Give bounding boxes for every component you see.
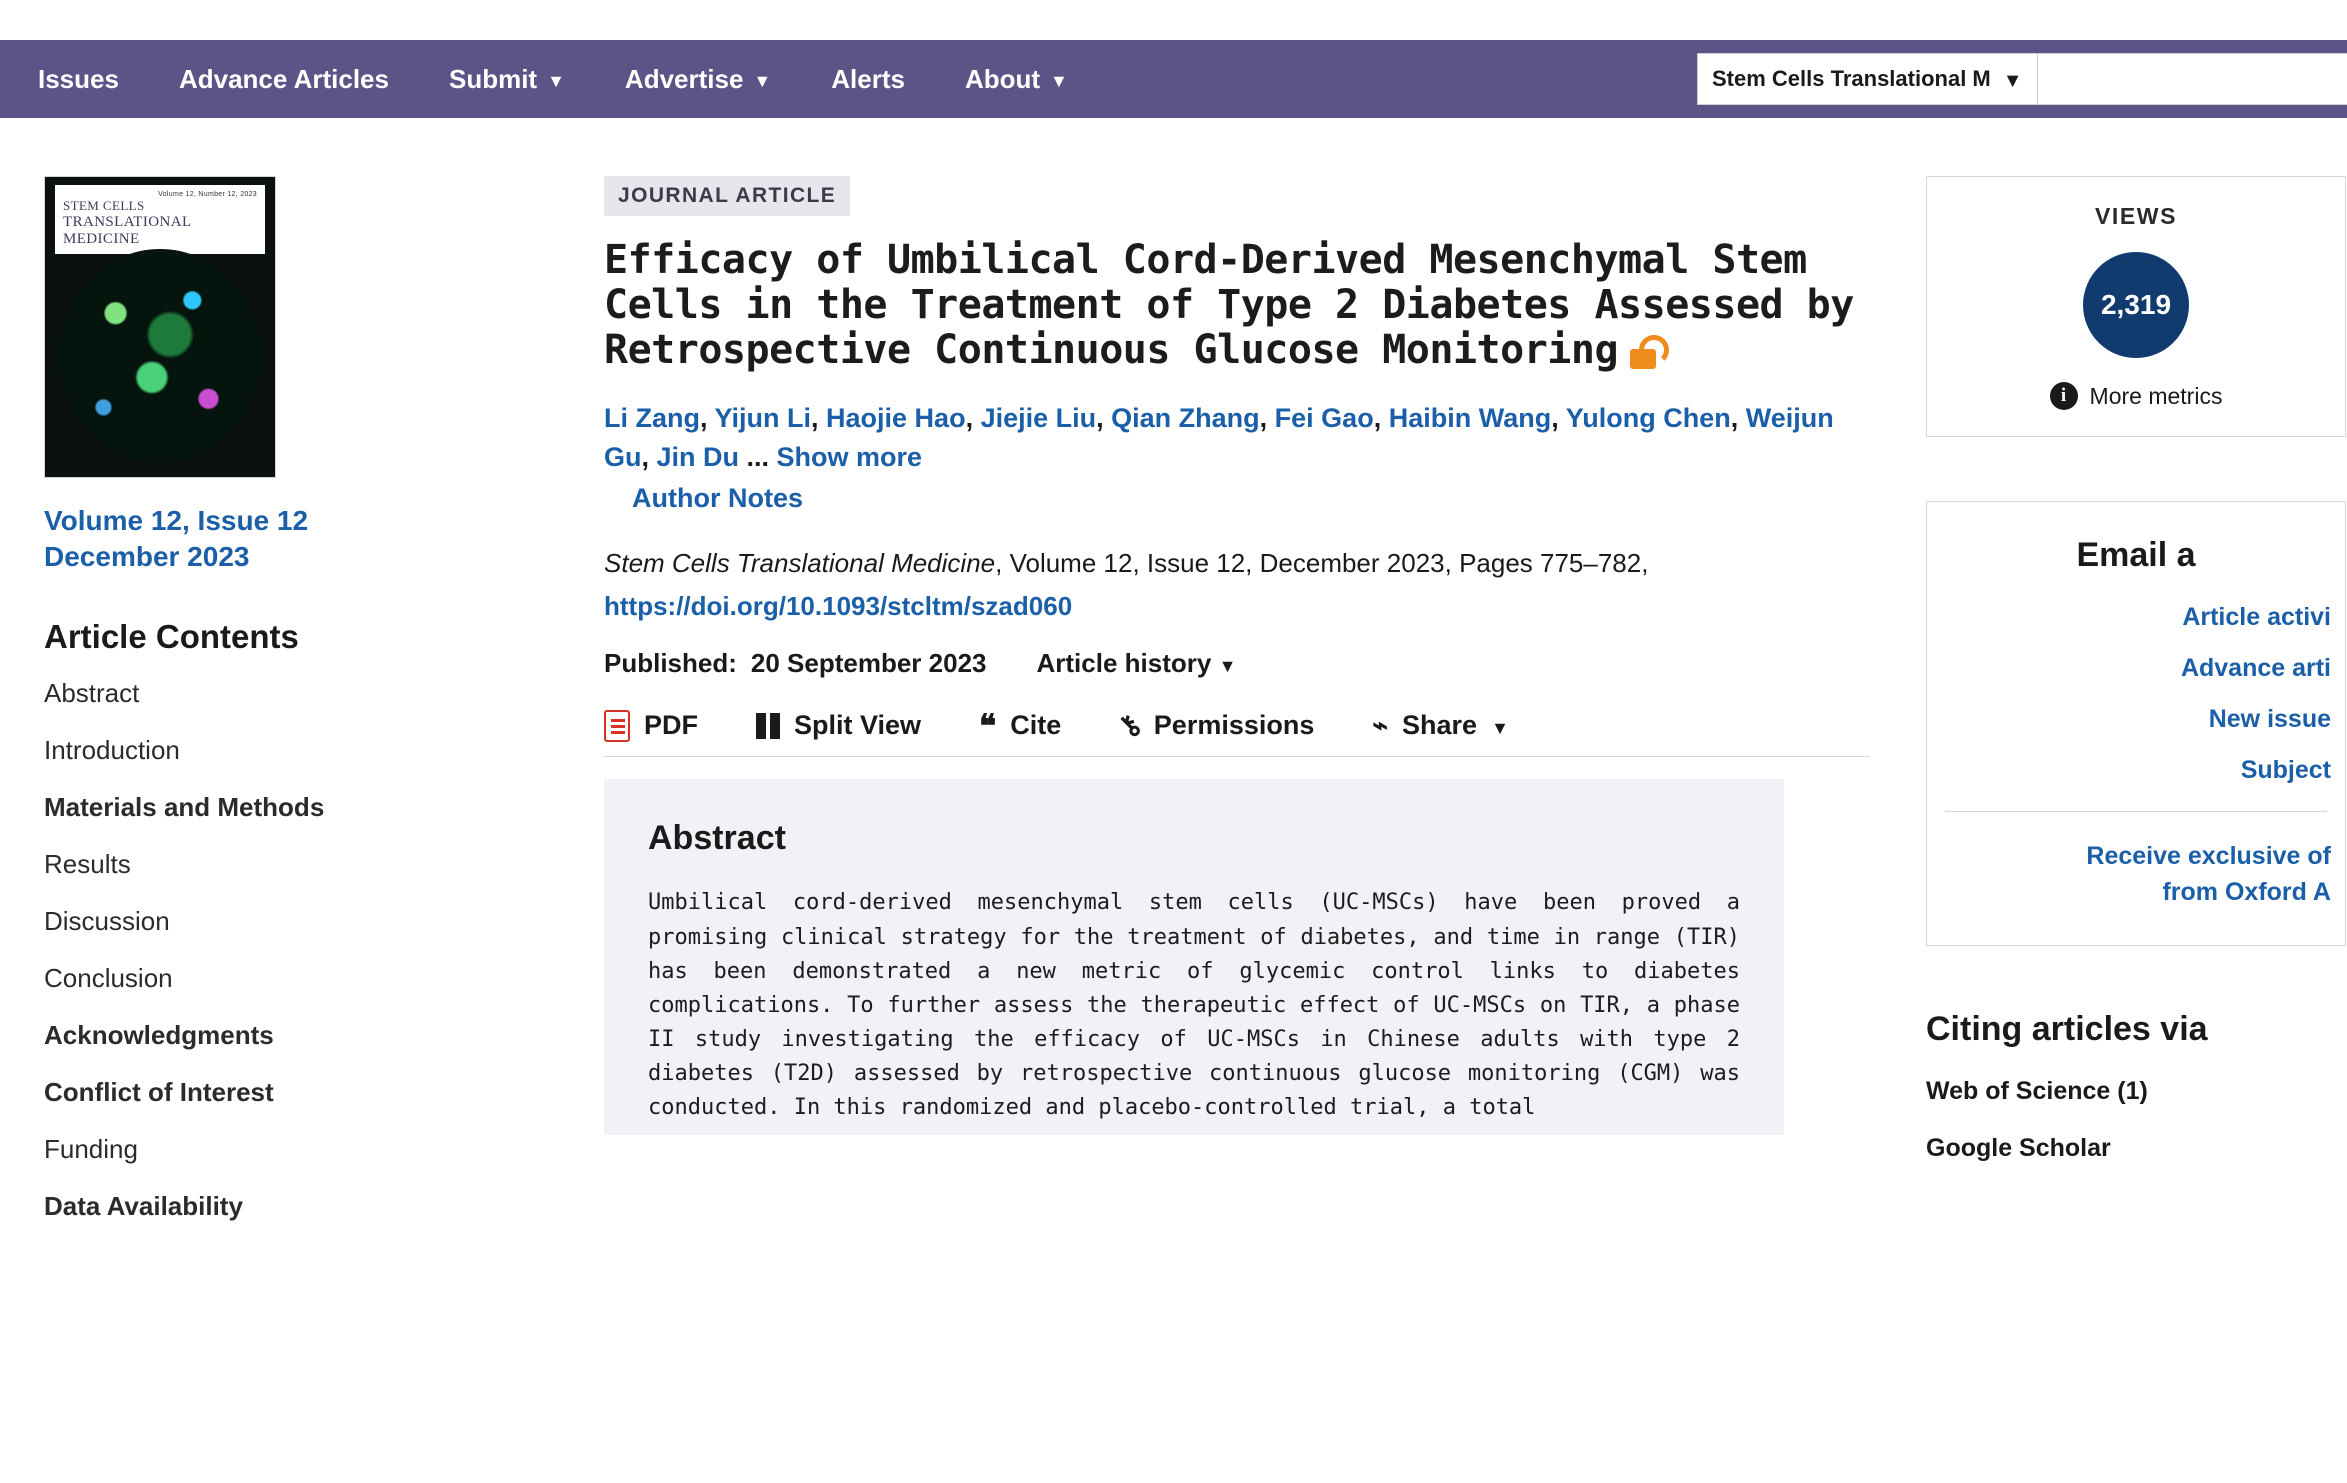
citing-item-google-scholar[interactable]: Google Scholar <box>1926 1133 2111 1162</box>
nav-label: Advance Articles <box>178 63 389 94</box>
toc-item-introduction[interactable]: Introduction <box>44 735 180 766</box>
panel-divider <box>1945 811 2327 812</box>
cover-artwork <box>59 249 261 463</box>
nav-label: Advertise <box>624 63 744 94</box>
author-link[interactable]: Haibin Wang <box>1388 403 1552 434</box>
nav-label: About <box>964 63 1041 94</box>
email-alerts-panel <box>1926 501 2346 946</box>
toc-item-conclusion[interactable]: Conclusion <box>44 963 173 994</box>
toc-item-data-availability[interactable]: Data Availability <box>44 1191 243 1222</box>
chevron-down-icon: ▼ <box>1050 71 1068 91</box>
article-title-text: Efficacy of Umbilical Cord-Derived Mesenchymal Stem Cells in the Treatment of Type 2 Diabetes Assessed by Retrospective Continuous Glucose Monitoring <box>604 237 1854 373</box>
email-alerts-heading: Email a <box>2076 536 2196 574</box>
article-contents-heading: Article Contents <box>44 618 299 656</box>
article-toolbar <box>604 709 1870 757</box>
key-icon: ⚷ <box>1111 707 1148 745</box>
toc-item-conflict-of-interest[interactable]: Conflict of Interest <box>44 1077 274 1108</box>
masthead-title <box>172 0 1042 1</box>
metrics-panel <box>1926 176 2346 437</box>
split-view-icon <box>756 713 780 739</box>
pdf-button[interactable] <box>604 710 698 742</box>
cells-logo-icon <box>60 0 146 8</box>
abstract-text: Umbilical cord-derived mesenchymal stem cells (UC-MSCs) have been proved a promising clinical strategy for the treatment of diabetes, and time in range (TIR) has been demonstrated a new metric of glycemic control links to diabetes complications. To further assess the therapeutic effect of UC-MSCs on TIR, a phase II study investigating the efficacy of UC-MSCs in Chinese adults with type 2 diabetes (T2D) assessed by retrospective continuous glucose monitoring (CGM) was conducted. In this randomized and placebo-controlled trial, a total <box>648 890 1740 1121</box>
issue-volume: Volume 12, Issue 12 <box>44 505 309 536</box>
chevron-down-icon: ▼ <box>1491 717 1509 738</box>
search-input[interactable] <box>2038 53 2347 105</box>
nav-item-alerts[interactable] <box>831 64 905 95</box>
author-notes-link[interactable]: Author Notes <box>632 483 803 514</box>
author-link[interactable]: Li Zang <box>604 403 700 434</box>
author-link[interactable]: Fei Gao <box>1274 403 1374 434</box>
abstract-section <box>604 779 1784 1135</box>
show-more-authors-button[interactable]: Show more <box>776 442 923 473</box>
journal-name: Stem Cells Translational Medicine <box>604 548 996 579</box>
page-content <box>0 118 2347 1248</box>
author-link[interactable]: Yijun Li <box>714 403 812 434</box>
citation-line <box>604 544 1870 626</box>
cover-volume-line: Volume 12, Number 12, 2023 <box>158 191 257 198</box>
pdf-icon <box>604 710 630 742</box>
citation-details: , Volume 12, Issue 12, December 2023, Pages 775–782, <box>995 548 1649 579</box>
sidebar <box>0 176 600 1248</box>
article-main <box>600 176 1870 1248</box>
toc-item-materials-and-methods[interactable]: Materials and Methods <box>44 792 325 823</box>
alerts-offer-note[interactable] <box>1927 838 2345 911</box>
nav-label: Issues <box>38 63 119 94</box>
issue-date: December 2023 <box>44 541 250 573</box>
author-link[interactable]: Qian Zhang <box>1111 403 1260 434</box>
toc-item-discussion[interactable]: Discussion <box>44 906 170 937</box>
article-contents-list <box>44 678 600 1222</box>
cover-title-line2: TRANSLATIONAL MEDICINE <box>63 214 191 247</box>
quote-icon: ❝ <box>979 707 997 744</box>
alerts-offer-line1: Receive exclusive of <box>2086 842 2331 870</box>
alerts-offer-line2: from Oxford A <box>2162 878 2331 907</box>
alert-link-subject[interactable]: Subject <box>2240 756 2331 784</box>
nav-label: Submit <box>448 63 538 94</box>
search-area <box>1697 53 2347 105</box>
search-scope-select[interactable] <box>1697 53 2038 105</box>
article-history-toggle[interactable] <box>1037 648 1237 679</box>
cite-button[interactable] <box>979 707 1062 744</box>
citing-articles-heading: Citing articles via <box>1926 1009 2208 1048</box>
published-date: 20 September 2023 <box>750 648 987 679</box>
author-link[interactable]: Yulong Chen <box>1565 403 1731 434</box>
chevron-down-icon: ▼ <box>1218 656 1237 677</box>
right-rail <box>1870 176 2347 1248</box>
main-navigation <box>0 40 2347 118</box>
pdf-label: PDF <box>644 710 698 741</box>
alert-link-new-issue[interactable]: New issue <box>2208 705 2331 733</box>
share-icon: ⌁ <box>1372 710 1389 741</box>
more-metrics-label: More metrics <box>2089 382 2223 409</box>
author-link[interactable]: Weijun Gu <box>604 403 1834 473</box>
author-link[interactable]: Jiejie Liu <box>980 403 1097 434</box>
open-access-lock-icon <box>1630 335 1656 369</box>
toc-item-funding[interactable]: Funding <box>44 1134 138 1165</box>
share-label: Share <box>1402 710 1478 741</box>
cover-title-line1: STEM CELLS <box>63 198 145 213</box>
permissions-button[interactable] <box>1111 707 1315 745</box>
author-list: Li Zang, Yijun Li, Haojie Hao, Jiejie Liu, Qian Zhang, Fei Gao, Haibin Wang, Yulong Chen, Weijun Gu, Jin Du ... Show more <box>604 403 1834 473</box>
nav-item-about[interactable] <box>965 64 1068 95</box>
issue-link[interactable] <box>44 504 600 574</box>
chevron-down-icon: ▼ <box>753 71 772 91</box>
site-logo[interactable] <box>60 0 1042 8</box>
alert-link-advance-articles[interactable]: Advance arti <box>2180 654 2331 682</box>
toc-item-acknowledgments[interactable]: Acknowledgments <box>44 1020 274 1051</box>
issue-cover-image[interactable] <box>44 176 276 478</box>
nav-item-submit[interactable] <box>449 64 565 95</box>
chevron-down-icon: ▼ <box>547 71 565 91</box>
alert-link-article-activity[interactable]: Article activi <box>2182 603 2331 631</box>
info-icon: i <box>2050 382 2078 410</box>
nav-item-issues[interactable] <box>38 64 119 95</box>
permissions-label: Permissions <box>1153 710 1315 741</box>
doi-link[interactable]: https://doi.org/10.1093/stcltm/szad060 <box>604 591 1073 622</box>
more-metrics-link[interactable] <box>1927 382 2345 410</box>
cite-label: Cite <box>1010 710 1062 741</box>
toc-item-abstract[interactable]: Abstract <box>44 678 140 709</box>
author-link[interactable]: Haojie Hao <box>826 403 966 434</box>
abstract-heading: Abstract <box>648 819 786 858</box>
views-count: 2,319 <box>2083 252 2189 358</box>
article-history-label: Article history <box>1036 648 1212 679</box>
toc-item-results[interactable]: Results <box>44 849 131 880</box>
page-title <box>604 238 1870 372</box>
citing-item-web-of-science[interactable]: Web of Science (1) <box>1926 1076 2148 1105</box>
search-scope-value: Stem Cells Translational M <box>1712 66 1991 91</box>
split-view-label: Split View <box>794 710 922 741</box>
cover-header <box>55 185 265 254</box>
published-line <box>604 648 1870 679</box>
split-view-button[interactable] <box>756 710 921 741</box>
nav-item-advance-articles[interactable] <box>179 64 389 95</box>
article-type-badge: JOURNAL ARTICLE <box>604 176 850 216</box>
views-label: VIEWS <box>2094 203 2178 229</box>
chevron-down-icon: ▼ <box>2002 70 2023 92</box>
author-link[interactable]: Jin Du <box>656 442 740 473</box>
nav-item-advertise[interactable] <box>625 64 771 95</box>
site-masthead <box>0 0 2347 40</box>
nav-label: Alerts <box>831 63 905 94</box>
share-button[interactable] <box>1372 710 1509 741</box>
published-label: Published: <box>604 648 737 679</box>
